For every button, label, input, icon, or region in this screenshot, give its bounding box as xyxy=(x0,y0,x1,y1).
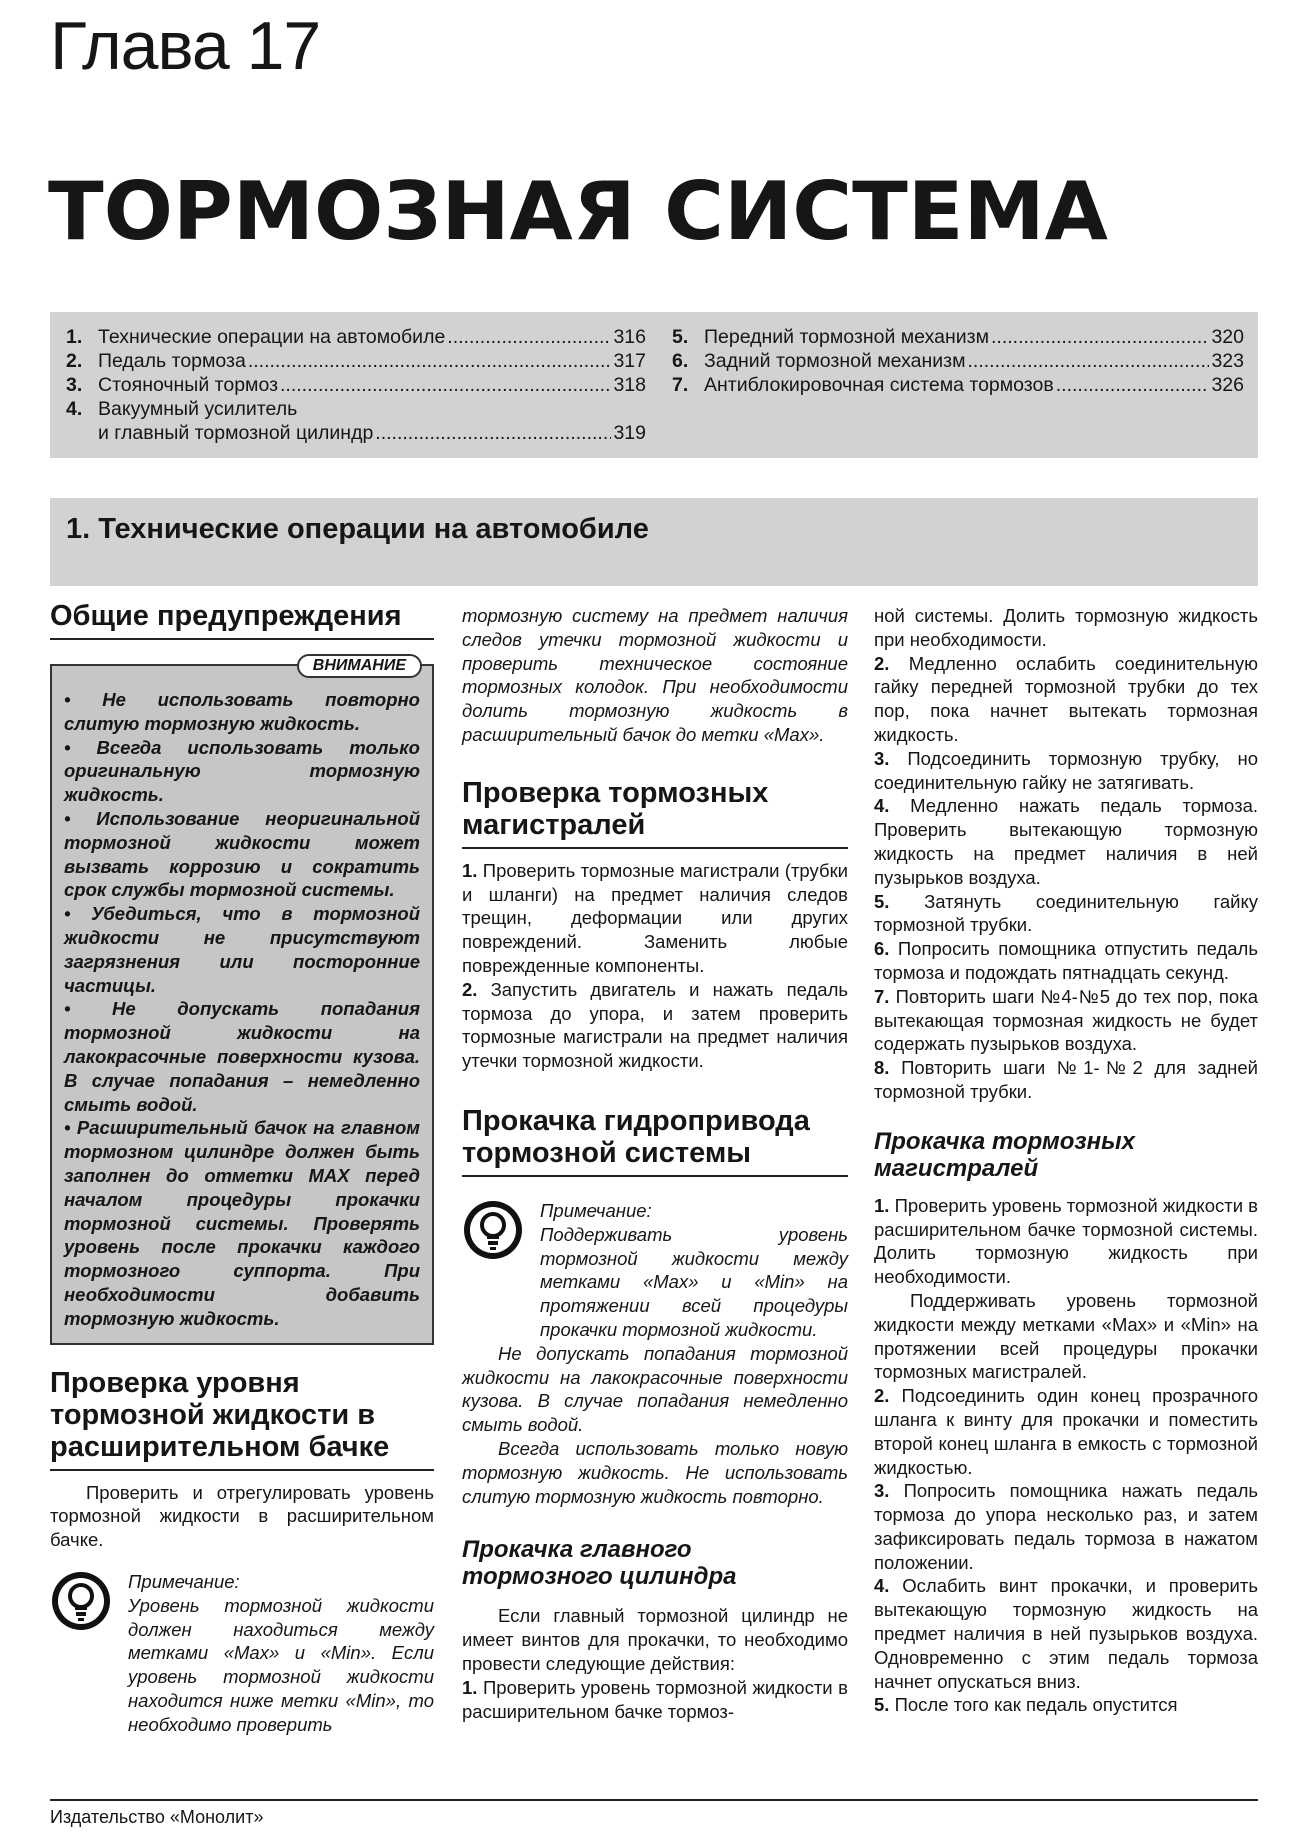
toc-item[interactable] xyxy=(672,373,1244,397)
toc-item[interactable] xyxy=(672,349,1244,373)
column-3 xyxy=(874,604,1258,1717)
toc-label: Педаль тормоза xyxy=(98,350,246,372)
note-label: Примечание: xyxy=(128,1570,240,1592)
toc-number: 3. xyxy=(66,374,83,396)
toc-page: 320 xyxy=(1211,326,1244,348)
toc-number: 5. xyxy=(672,326,689,348)
numbered-step xyxy=(874,1194,1258,1289)
footer-publisher: Издательство «Монолит» xyxy=(50,1807,264,1827)
note-label: Примечание: xyxy=(540,1199,652,1221)
numbered-step xyxy=(462,978,848,1073)
step-text: Запустить двигатель и нажать педаль тормоза до упора, и затем проверить тормозные магистрали на предмет наличия утечки тормозной жидкости. xyxy=(462,978,848,1072)
toc-label: Стояночный тормоз xyxy=(98,374,279,396)
toc-leader xyxy=(447,325,611,349)
paragraph: Поддерживать уровень тормозной жидкости между метками «Max» и «Min» на протяжении всей процедуры прокачки тормозных магистралей. xyxy=(874,1289,1258,1383)
footer-divider xyxy=(50,1799,1258,1801)
toc-leader xyxy=(967,349,1209,373)
heading-master-cylinder-bleeding: Прокачка главного тормозного цилиндра xyxy=(462,1536,737,1591)
toc-item[interactable] xyxy=(672,325,1244,349)
step-number: 5. xyxy=(874,890,890,912)
toc-leader xyxy=(248,349,612,373)
toc-item[interactable] xyxy=(66,325,646,349)
toc-leader xyxy=(280,373,611,397)
numbered-step xyxy=(462,859,848,978)
numbered-step xyxy=(874,1693,1258,1717)
lightbulb-icon xyxy=(462,1199,524,1261)
note-block xyxy=(50,1570,434,1737)
toc-number: 7. xyxy=(672,374,689,396)
warning-item: • Не допускать попадания тормозной жидкости на лакокрасочные поверхности кузова. В случае попадания – немедленно смыть водой. xyxy=(64,998,420,1115)
step-text: Попросить помощника отпустить педаль тормоза и подождать пятнадцать секунд. xyxy=(874,938,1258,983)
heading-hydraulic-bleeding: Прокачка гидропривода тормозной системы xyxy=(462,1105,848,1177)
step-text: Медленно нажать педаль тормоза. Проверить вытекающую тормозную жидкость на предмет наличия в ней пузырьков воздуха. xyxy=(874,795,1258,888)
step-number: 4. xyxy=(874,795,890,817)
note-block xyxy=(462,1199,848,1342)
chapter-title: ТОРМОЗНАЯ СИСТЕМА xyxy=(48,165,1108,258)
step-number: 3. xyxy=(874,1480,890,1502)
warning-item: • Не использовать повторно слитую тормозную жидкость. xyxy=(64,689,420,734)
warning-item: • Расширительный бачок на главном тормозном цилиндре должен быть заполнен до отметки MAX перед началом процедуры прокачки тормозной системы. Проверять уровень после прокачки каждого тормозного суппорта. При необходимости добавить тормозную жидкость. xyxy=(64,1117,420,1329)
toc-label: Вакуумный усилитель xyxy=(98,398,298,420)
note-text: Уровень тормозной жидкости должен находиться между метками «Max» и «Min». Если уровень тормозной жидкости находится ниже метки «Min», то необходимо проверить xyxy=(128,1594,434,1735)
toc-item[interactable] xyxy=(66,373,646,397)
toc-page: 318 xyxy=(613,374,646,396)
numbered-step xyxy=(874,985,1258,1056)
toc-right-column xyxy=(672,325,1244,397)
numbered-step xyxy=(874,890,1258,938)
table-of-contents xyxy=(50,312,1258,458)
heading-general-warnings: Общие предупреждения xyxy=(50,600,434,640)
note-text: Не допускать попадания тормозной жидкости на лакокрасочные поверхности кузова. В случае попадания немедленно смыть водой. xyxy=(462,1342,848,1436)
toc-item[interactable] xyxy=(66,349,646,373)
step-text: Проверить тормозные магистрали (трубки и шланги) на предмет наличия следов трещин, деформации или других повреждений. Заменить любые поврежденные компоненты. xyxy=(462,859,848,976)
toc-label: Передний тормозной механизм xyxy=(704,326,989,348)
step-text: Проверить уровень тормозной жидкости в расширительном бачке тормозной системы. Долить тормозную жидкость при необходимости. xyxy=(874,1194,1259,1288)
numbered-step xyxy=(874,1056,1258,1104)
paragraph: ной системы. Долить тормозную жидкость при необходимости. xyxy=(874,605,1258,650)
toc-page: 326 xyxy=(1211,374,1244,396)
step-number: 2. xyxy=(874,652,890,674)
toc-page: 317 xyxy=(613,350,646,372)
step-text: Подсоединить тормозную трубку, но соединительную гайку не затягивать. xyxy=(874,747,1258,793)
column-1 xyxy=(50,600,434,1736)
step-number: 6. xyxy=(874,938,890,960)
note-text: Всегда использовать только новую тормозную жидкость. Не использовать слитую тормозную жидкость повторно. xyxy=(462,1437,848,1507)
numbered-step xyxy=(874,937,1258,985)
toc-left-column xyxy=(66,325,646,445)
lightbulb-icon xyxy=(50,1570,112,1632)
note-text: Поддерживать уровень тормозной жидкости между метками «Max» и «Min» на протяжении всей процедуры прокачки тормозной жидкости. xyxy=(540,1223,848,1340)
toc-item[interactable] xyxy=(66,397,646,421)
toc-leader xyxy=(1056,373,1210,397)
toc-number: 4. xyxy=(66,398,83,420)
step-text: Попросить помощника нажать педаль тормоза до упора несколько раз, и затем зафиксировать педаль тормоза в нажатом положении. xyxy=(874,1480,1259,1573)
toc-label: Задний тормозной механизм xyxy=(704,350,966,372)
warning-item: • Всегда использовать только оригинальную тормозную жидкость. xyxy=(64,736,420,806)
step-text: Затянуть соединительную гайку тормозной трубки. xyxy=(874,890,1259,936)
numbered-step xyxy=(874,794,1258,889)
step-text: Проверить уровень тормозной жидкости в расширительном бачке тормоз- xyxy=(462,1676,849,1722)
toc-number: 2. xyxy=(66,350,83,372)
heading-brake-lines-bleeding: Прокачка тормозных магистралей xyxy=(874,1127,1135,1182)
step-text: Подсоединить один конец прозрачного шланга к винту для прокачки и поместить второй конец шланга в емкость с тормозной жидкостью. xyxy=(874,1385,1258,1478)
warning-label: ВНИМАНИЕ xyxy=(297,654,422,678)
step-number: 5. xyxy=(874,1694,890,1716)
section-title: 1. Технические операции на автомобиле xyxy=(66,513,649,545)
paragraph: тормозную систему на предмет наличия следов утечки тормозной жидкости и проверить техническое состояние тормозных колодок. При необходимости долить тормозную жидкость в расширительный бачок до метки «Max». xyxy=(462,605,848,745)
step-number: 7. xyxy=(874,985,890,1007)
chapter-number: Глава 17 xyxy=(50,8,321,84)
warning-item: • Использование неоригинальной тормозной жидкости может вызвать коррозию и сократить срок службы тормозной системы. xyxy=(64,807,420,901)
step-number: 2. xyxy=(462,978,478,1000)
heading-fluid-level-check: Проверка уровня тормозной жидкости в расширительном бачке xyxy=(50,1367,434,1471)
toc-item-continuation[interactable] xyxy=(66,421,646,445)
numbered-step xyxy=(874,1479,1258,1574)
step-number: 1. xyxy=(462,859,478,881)
step-number: 1. xyxy=(874,1194,890,1216)
step-text: Ослабить винт прокачки, и проверить вытекающую тормозную жидкость на предмет наличия в ней пузырьков воздуха. Одновременно с этим педаль тормоза начнет опускаться вниз. xyxy=(874,1575,1259,1692)
step-number: 1. xyxy=(462,1676,478,1698)
numbered-step xyxy=(874,1574,1258,1693)
toc-label: Антиблокировочная система тормозов xyxy=(704,374,1054,396)
numbered-step xyxy=(874,1384,1258,1479)
step-text: Медленно ослабить соединительную гайку передней тормозной трубки до тех пор, пока начнет вытекать тормозная жидкость. xyxy=(874,652,1258,745)
toc-page: 323 xyxy=(1211,350,1244,372)
toc-leader xyxy=(991,325,1209,349)
numbered-step xyxy=(874,747,1258,795)
step-number: 3. xyxy=(874,747,890,769)
column-2 xyxy=(462,604,848,1723)
step-text: Повторить шаги №4-№5 до тех пор, пока вытекающая тормозная жидкость не будет содержать пузырьков воздуха. xyxy=(874,985,1259,1055)
step-number: 8. xyxy=(874,1057,890,1079)
paragraph: Если главный тормозной цилиндр не имеет винтов для прокачки, то необходимо провести следующие действия: xyxy=(462,1605,848,1674)
toc-label: Технические операции на автомобиле xyxy=(98,326,446,348)
toc-number: 6. xyxy=(672,350,689,372)
paragraph: Проверить и отрегулировать уровень тормозной жидкости в расширительном бачке. xyxy=(50,1481,434,1551)
step-text: После того как педаль опустится xyxy=(894,1694,1178,1716)
toc-page: 316 xyxy=(613,326,646,348)
warning-box xyxy=(50,657,434,1345)
heading-brake-lines-check: Проверка тормозных магистралей xyxy=(462,777,848,849)
warning-item: • Убедиться, что в тормозной жидкости не присутствуют загрязнения или посторонние частицы. xyxy=(64,903,420,996)
step-number: 2. xyxy=(874,1385,890,1407)
toc-label: и главный тормозной цилиндр xyxy=(98,422,374,444)
numbered-step xyxy=(874,652,1258,747)
step-number: 4. xyxy=(874,1575,890,1597)
section-header xyxy=(50,498,1258,586)
toc-number: 1. xyxy=(66,326,83,348)
numbered-step xyxy=(462,1676,848,1724)
step-text: Повторить шаги №1-№2 для задней тормозной трубки. xyxy=(874,1057,1259,1102)
toc-page: 319 xyxy=(613,422,646,444)
toc-leader xyxy=(375,421,611,445)
